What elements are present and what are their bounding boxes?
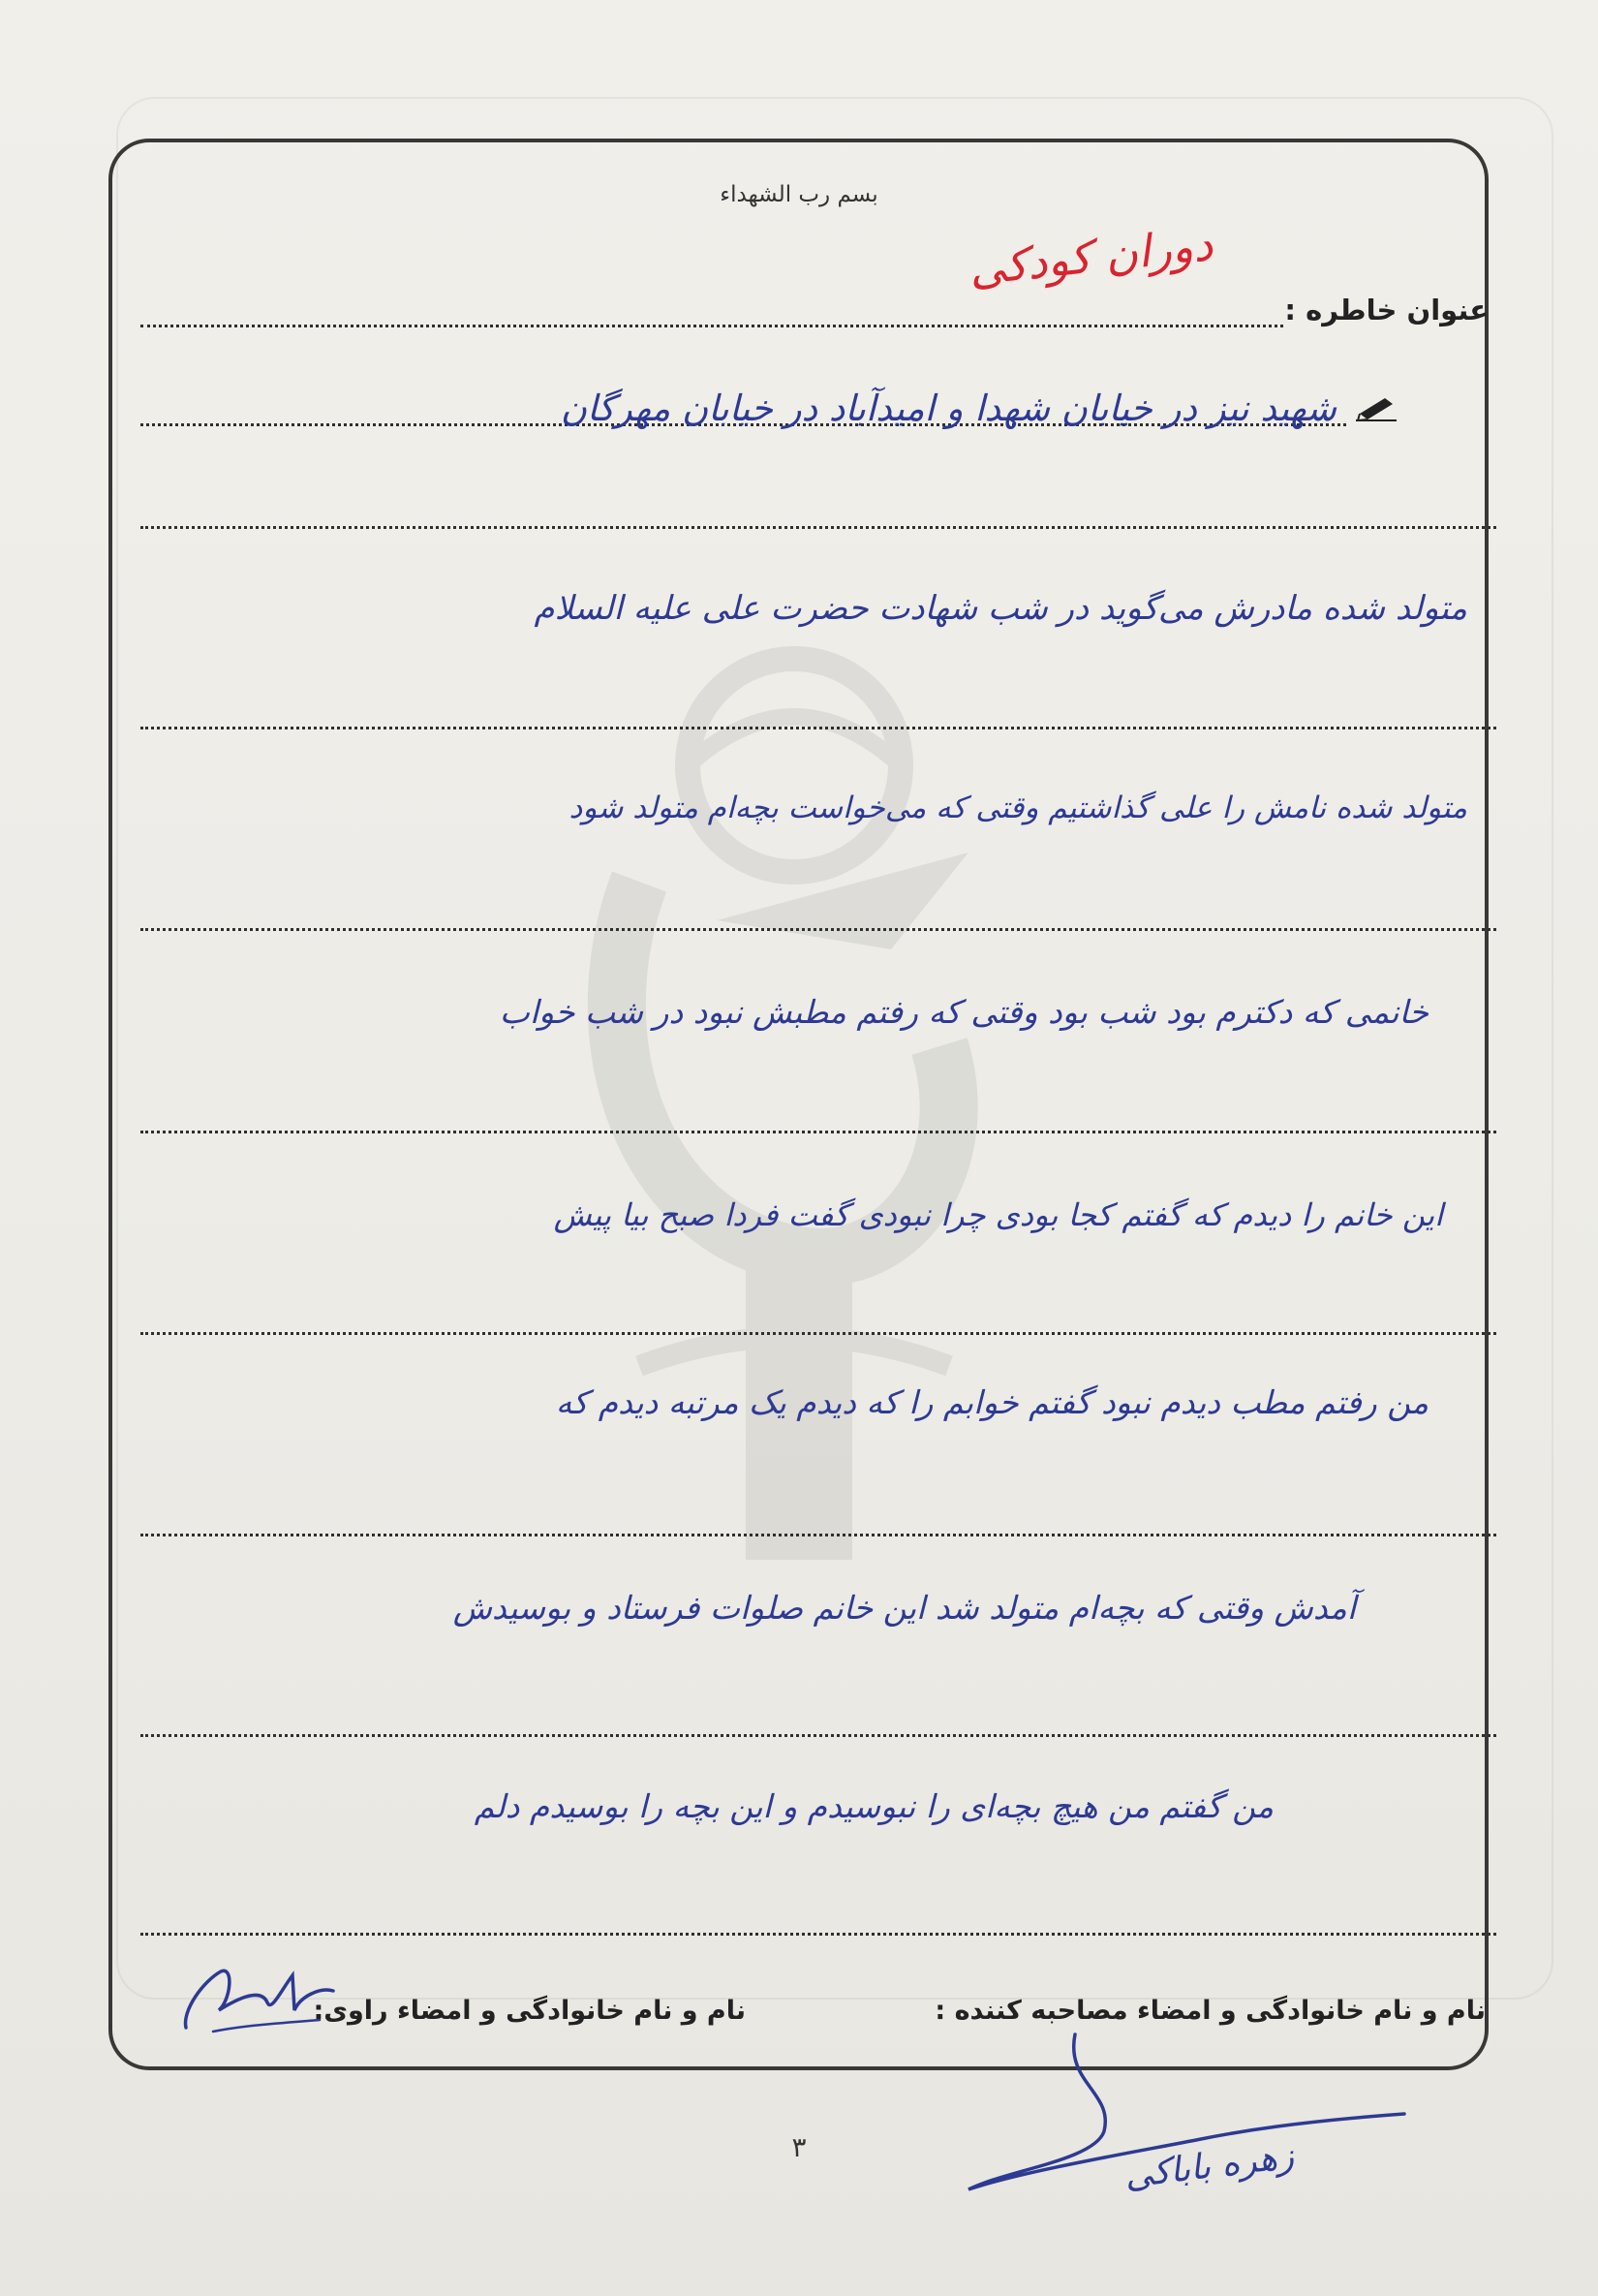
writing-line-9 [140, 1933, 1496, 1936]
writing-line-4 [140, 928, 1496, 931]
writing-line-7 [140, 1534, 1496, 1536]
interviewer-name-label: نام و نام خانوادگی و امضاء مصاحبه کننده : [935, 1996, 1486, 2026]
body-line-8: من گفتم من هیچ بچه‌ای را نبوسیدم و این بچه را بوسیدم دلم [474, 1787, 1274, 1825]
title-dotted-line [140, 325, 1283, 327]
body-line-2: متولد شده مادرش می‌گوید در شب شهادت حضرت علی علیه السلام [534, 589, 1467, 628]
writing-line-8 [140, 1734, 1496, 1737]
pen-icon [1356, 392, 1397, 421]
page-number: ۳ [791, 2131, 807, 2163]
body-line-1: شهید نیز در خیابان شهدا و امیدآباد در خیابان مهرگان [560, 388, 1337, 429]
writing-line-3 [140, 727, 1496, 729]
writing-line-2 [140, 526, 1496, 529]
memory-title-value: دوران کودکی [966, 217, 1215, 296]
memory-title-label: عنوان خاطره : [1284, 294, 1489, 326]
body-line-5: این خانم را دیدم که گفتم کجا بودی چرا نبودی گفت فردا صبح بیا پیش [553, 1196, 1443, 1233]
body-line-4: خانمی که دکترم بود شب بود وقتی که رفتم مطبش نبود در شب خواب [499, 993, 1429, 1031]
interviewer-signature [949, 2025, 1453, 2218]
narrator-name-label: نام و نام خانوادگی و امضاء راوی: [313, 1996, 746, 2026]
body-line-3: متولد شده نامش را علی گذاشتیم وقتی که می‌خواست بچه‌ام متولد شود [569, 791, 1467, 825]
basmala-header: بسم رب الشهداء [720, 182, 878, 207]
writing-line-5 [140, 1131, 1496, 1133]
interviewer-signature-name: زهره باباکی [1122, 2136, 1297, 2197]
writing-line-6 [140, 1332, 1496, 1335]
body-line-6: من رفتم مطب دیدم نبود گفتم خوابم را که دیدم یک مرتبه دیدم که [555, 1383, 1429, 1421]
narrator-signature [174, 1942, 339, 2039]
body-line-7: آمدش وقتی که بچه‌ام متولد شد این خانم صلوات فرستاد و بوسیدش [452, 1589, 1356, 1627]
